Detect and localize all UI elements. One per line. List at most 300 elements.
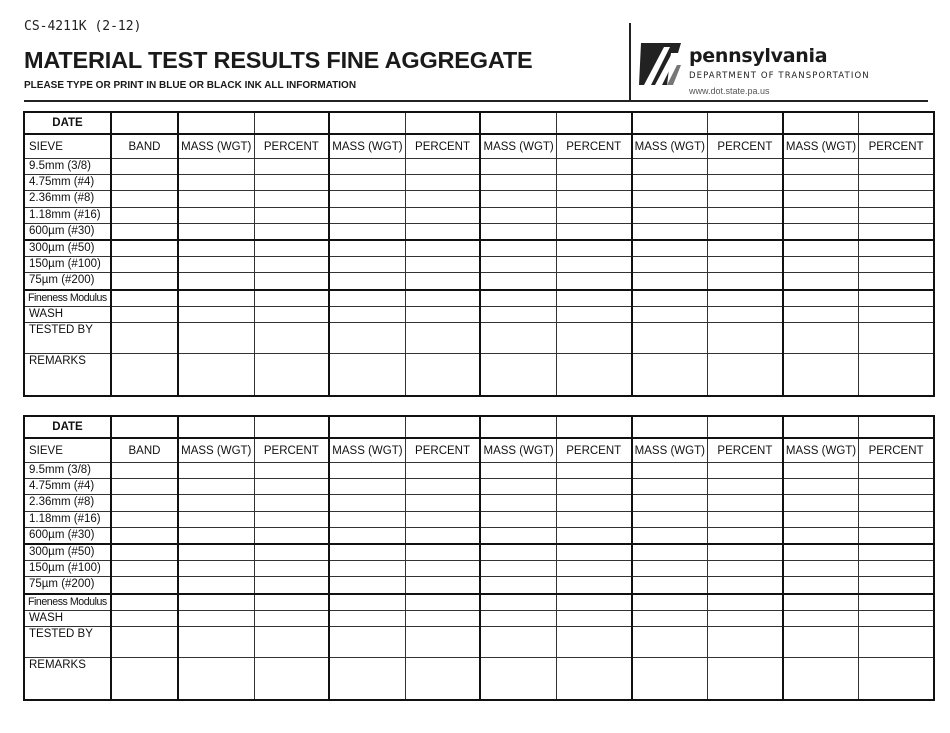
sieve-percent-cell[interactable] <box>405 257 480 273</box>
tested-by-mass-cell[interactable] <box>178 626 254 657</box>
sieve-mass-cell[interactable] <box>329 290 405 307</box>
sieve-percent-cell[interactable] <box>859 577 934 594</box>
sieve-percent-cell[interactable] <box>556 240 631 257</box>
remarks-percent-cell[interactable] <box>405 657 480 700</box>
date-mass-cell[interactable] <box>329 112 405 134</box>
sieve-mass-cell[interactable] <box>783 257 859 273</box>
date-band-cell[interactable] <box>111 416 178 438</box>
sieve-mass-cell[interactable] <box>632 527 708 544</box>
tested-by-percent-cell[interactable] <box>859 626 934 657</box>
sieve-mass-cell[interactable] <box>329 495 405 511</box>
sieve-mass-cell[interactable] <box>480 207 556 223</box>
remarks-mass-cell[interactable] <box>632 657 708 700</box>
tested-by-mass-cell[interactable] <box>783 626 859 657</box>
sieve-mass-cell[interactable] <box>783 306 859 322</box>
sieve-percent-cell[interactable] <box>708 544 783 561</box>
sieve-band-cell[interactable] <box>111 191 178 207</box>
sieve-percent-cell[interactable] <box>405 511 480 527</box>
mass-header: MASS (WGT) <box>632 438 708 463</box>
sieve-mass-cell[interactable] <box>178 257 254 273</box>
sieve-percent-cell[interactable] <box>708 257 783 273</box>
sieve-percent-cell[interactable] <box>405 495 480 511</box>
sieve-band-cell[interactable] <box>111 479 178 495</box>
date-mass-cell[interactable] <box>480 112 556 134</box>
sieve-band-cell[interactable] <box>111 495 178 511</box>
sieve-percent-cell[interactable] <box>556 257 631 273</box>
sieve-row <box>24 594 934 611</box>
sieve-mass-cell[interactable] <box>480 577 556 594</box>
sieve-band-cell[interactable] <box>111 463 178 479</box>
remarks-mass-cell[interactable] <box>178 657 254 700</box>
sieve-mass-cell[interactable] <box>178 594 254 611</box>
sieve-percent-cell[interactable] <box>556 290 631 307</box>
sieve-percent-cell[interactable] <box>405 479 480 495</box>
sieve-percent-cell[interactable] <box>859 594 934 611</box>
sieve-row <box>24 273 934 290</box>
sieve-percent-cell[interactable] <box>556 207 631 223</box>
sieve-percent-cell[interactable] <box>556 561 631 577</box>
sieve-mass-cell[interactable] <box>632 463 708 479</box>
sieve-percent-cell[interactable] <box>556 479 631 495</box>
sieve-percent-cell[interactable] <box>254 544 329 561</box>
remarks-row <box>24 353 934 396</box>
sieve-percent-cell[interactable] <box>859 273 934 290</box>
tested-by-band-cell[interactable] <box>111 322 178 353</box>
sieve-mass-cell[interactable] <box>329 223 405 240</box>
sieve-mass-cell[interactable] <box>178 207 254 223</box>
sieve-band-cell[interactable] <box>111 273 178 290</box>
sieve-mass-cell[interactable] <box>480 594 556 611</box>
sieve-mass-cell[interactable] <box>632 207 708 223</box>
sieve-mass-cell[interactable] <box>178 191 254 207</box>
sieve-percent-cell[interactable] <box>556 223 631 240</box>
sieve-mass-cell[interactable] <box>783 463 859 479</box>
sieve-mass-cell[interactable] <box>783 577 859 594</box>
sieve-mass-cell[interactable] <box>632 240 708 257</box>
tested-by-band-cell[interactable] <box>111 626 178 657</box>
sieve-percent-cell[interactable] <box>859 495 934 511</box>
sieve-mass-cell[interactable] <box>178 527 254 544</box>
sieve-percent-cell[interactable] <box>254 594 329 611</box>
sieve-percent-cell[interactable] <box>405 223 480 240</box>
sieve-percent-cell[interactable] <box>254 306 329 322</box>
sieve-mass-cell[interactable] <box>329 463 405 479</box>
sieve-percent-cell[interactable] <box>254 191 329 207</box>
sieve-mass-cell[interactable] <box>178 495 254 511</box>
date-mass-cell[interactable] <box>178 416 254 438</box>
sieve-percent-cell[interactable] <box>708 577 783 594</box>
sieve-percent-cell[interactable] <box>254 290 329 307</box>
sieve-mass-cell[interactable] <box>329 479 405 495</box>
sieve-mass-cell[interactable] <box>783 191 859 207</box>
sieve-percent-cell[interactable] <box>254 257 329 273</box>
percent-header: PERCENT <box>708 134 783 159</box>
sieve-percent-cell[interactable] <box>405 207 480 223</box>
remarks-mass-cell[interactable] <box>480 353 556 396</box>
sieve-percent-cell[interactable] <box>708 495 783 511</box>
sieve-percent-cell[interactable] <box>708 527 783 544</box>
sieve-percent-cell[interactable] <box>708 273 783 290</box>
sieve-mass-cell[interactable] <box>178 240 254 257</box>
sieve-mass-cell[interactable] <box>480 306 556 322</box>
sieve-mass-cell[interactable] <box>480 191 556 207</box>
sieve-percent-cell[interactable] <box>556 577 631 594</box>
sieve-band-cell[interactable] <box>111 594 178 611</box>
tested-by-mass-cell[interactable] <box>329 626 405 657</box>
remarks-mass-cell[interactable] <box>329 353 405 396</box>
sieve-percent-cell[interactable] <box>859 240 934 257</box>
sieve-mass-cell[interactable] <box>329 594 405 611</box>
tested-by-percent-cell[interactable] <box>859 322 934 353</box>
sieve-mass-cell[interactable] <box>632 175 708 191</box>
sieve-percent-cell[interactable] <box>556 273 631 290</box>
sieve-percent-cell[interactable] <box>859 463 934 479</box>
sieve-percent-cell[interactable] <box>405 544 480 561</box>
sieve-percent-cell[interactable] <box>405 290 480 307</box>
date-mass-cell[interactable] <box>632 416 708 438</box>
sieve-mass-cell[interactable] <box>783 290 859 307</box>
tested-by-mass-cell[interactable] <box>783 322 859 353</box>
sieve-mass-cell[interactable] <box>632 495 708 511</box>
sieve-percent-cell[interactable] <box>254 511 329 527</box>
sieve-mass-cell[interactable] <box>178 561 254 577</box>
sieve-mass-cell[interactable] <box>480 561 556 577</box>
sieve-percent-cell[interactable] <box>405 610 480 626</box>
sieve-percent-cell[interactable] <box>859 544 934 561</box>
sieve-percent-cell[interactable] <box>556 463 631 479</box>
date-mass-cell[interactable] <box>783 112 859 134</box>
sieve-mass-cell[interactable] <box>329 273 405 290</box>
sieve-mass-cell[interactable] <box>178 577 254 594</box>
sieve-mass-cell[interactable] <box>632 544 708 561</box>
remarks-percent-cell[interactable] <box>556 657 631 700</box>
sieve-row <box>24 207 934 223</box>
sieve-mass-cell[interactable] <box>632 479 708 495</box>
sieve-mass-cell[interactable] <box>329 191 405 207</box>
remarks-mass-cell[interactable] <box>783 657 859 700</box>
sieve-percent-cell[interactable] <box>405 240 480 257</box>
sieve-percent-cell[interactable] <box>708 240 783 257</box>
sieve-mass-cell[interactable] <box>480 159 556 175</box>
remarks-mass-cell[interactable] <box>329 657 405 700</box>
sieve-percent-cell[interactable] <box>708 610 783 626</box>
date-percent-cell[interactable] <box>708 416 783 438</box>
sieve-percent-cell[interactable] <box>859 159 934 175</box>
remarks-percent-cell[interactable] <box>254 353 329 396</box>
sieve-percent-cell[interactable] <box>708 463 783 479</box>
sieve-percent-cell[interactable] <box>708 479 783 495</box>
sieve-percent-cell[interactable] <box>556 544 631 561</box>
sieve-mass-cell[interactable] <box>632 290 708 307</box>
sieve-percent-cell[interactable] <box>405 175 480 191</box>
sieve-mass-cell[interactable] <box>632 273 708 290</box>
sieve-band-cell[interactable] <box>111 527 178 544</box>
website-url: www.dot.state.pa.us <box>689 86 770 96</box>
sieve-mass-cell[interactable] <box>783 207 859 223</box>
sieve-percent-cell[interactable] <box>708 594 783 611</box>
sieve-mass-cell[interactable] <box>329 527 405 544</box>
remarks-percent-cell[interactable] <box>254 657 329 700</box>
sieve-mass-cell[interactable] <box>632 257 708 273</box>
sieve-band-cell[interactable] <box>111 240 178 257</box>
sieve-band-cell[interactable] <box>111 175 178 191</box>
sieve-percent-cell[interactable] <box>254 223 329 240</box>
sieve-mass-cell[interactable] <box>329 257 405 273</box>
sieve-mass-cell[interactable] <box>329 544 405 561</box>
instructions: PLEASE TYPE OR PRINT IN BLUE OR BLACK INK ALL INFORMATION <box>24 80 357 91</box>
tested-by-percent-cell[interactable] <box>556 322 631 353</box>
sieve-percent-cell[interactable] <box>556 594 631 611</box>
sieve-percent-cell[interactable] <box>254 561 329 577</box>
sieve-percent-cell[interactable] <box>556 159 631 175</box>
sieve-percent-cell[interactable] <box>254 207 329 223</box>
sieve-percent-cell[interactable] <box>708 191 783 207</box>
sieve-band-cell[interactable] <box>111 223 178 240</box>
sieve-percent-cell[interactable] <box>405 594 480 611</box>
sieve-mass-cell[interactable] <box>178 159 254 175</box>
date-percent-cell[interactable] <box>859 416 934 438</box>
sieve-mass-cell[interactable] <box>178 463 254 479</box>
sieve-mass-cell[interactable] <box>329 240 405 257</box>
sieve-percent-cell[interactable] <box>859 175 934 191</box>
remarks-mass-cell[interactable] <box>480 657 556 700</box>
column-header-row <box>24 134 934 159</box>
sieve-percent-cell[interactable] <box>405 561 480 577</box>
sieve-mass-cell[interactable] <box>329 511 405 527</box>
sieve-mass-cell[interactable] <box>178 175 254 191</box>
sieve-percent-cell[interactable] <box>708 207 783 223</box>
sieve-percent-cell[interactable] <box>254 495 329 511</box>
tested-by-percent-cell[interactable] <box>405 322 480 353</box>
remarks-percent-cell[interactable] <box>556 353 631 396</box>
sieve-mass-cell[interactable] <box>783 159 859 175</box>
sieve-mass-cell[interactable] <box>632 561 708 577</box>
sieve-percent-cell[interactable] <box>708 290 783 307</box>
tested-by-mass-cell[interactable] <box>178 322 254 353</box>
sieve-mass-cell[interactable] <box>329 577 405 594</box>
sieve-percent-cell[interactable] <box>405 463 480 479</box>
sieve-mass-cell[interactable] <box>178 511 254 527</box>
remarks-mass-cell[interactable] <box>632 353 708 396</box>
sieve-percent-cell[interactable] <box>859 290 934 307</box>
sieve-percent-cell[interactable] <box>405 159 480 175</box>
sieve-mass-cell[interactable] <box>480 511 556 527</box>
sieve-band-cell[interactable] <box>111 290 178 307</box>
sieve-mass-cell[interactable] <box>329 175 405 191</box>
date-percent-cell[interactable] <box>254 112 329 134</box>
sieve-percent-cell[interactable] <box>708 561 783 577</box>
tested-by-mass-cell[interactable] <box>480 322 556 353</box>
sieve-mass-cell[interactable] <box>178 223 254 240</box>
tested-by-percent-cell[interactable] <box>254 322 329 353</box>
date-percent-cell[interactable] <box>556 112 631 134</box>
sieve-percent-cell[interactable] <box>405 577 480 594</box>
sieve-band-cell[interactable] <box>111 257 178 273</box>
sieve-band-cell[interactable] <box>111 577 178 594</box>
sieve-mass-cell[interactable] <box>783 273 859 290</box>
sieve-percent-cell[interactable] <box>405 273 480 290</box>
sieve-band-cell[interactable] <box>111 544 178 561</box>
remarks-percent-cell[interactable] <box>708 353 783 396</box>
date-mass-cell[interactable] <box>329 416 405 438</box>
date-percent-cell[interactable] <box>405 112 480 134</box>
remarks-mass-cell[interactable] <box>178 353 254 396</box>
sieve-mass-cell[interactable] <box>632 306 708 322</box>
sieve-percent-cell[interactable] <box>556 306 631 322</box>
tested-by-mass-cell[interactable] <box>329 322 405 353</box>
sieve-percent-cell[interactable] <box>708 223 783 240</box>
date-percent-cell[interactable] <box>405 416 480 438</box>
remarks-mass-cell[interactable] <box>783 353 859 396</box>
sieve-mass-cell[interactable] <box>783 561 859 577</box>
tested-by-percent-cell[interactable] <box>556 626 631 657</box>
sieve-percent-cell[interactable] <box>556 511 631 527</box>
sieve-mass-cell[interactable] <box>632 594 708 611</box>
sieve-percent-cell[interactable] <box>254 159 329 175</box>
sieve-mass-cell[interactable] <box>178 273 254 290</box>
sieve-mass-cell[interactable] <box>480 479 556 495</box>
sieve-mass-cell[interactable] <box>178 306 254 322</box>
sieve-percent-cell[interactable] <box>254 240 329 257</box>
sieve-mass-cell[interactable] <box>783 527 859 544</box>
date-band-cell[interactable] <box>111 112 178 134</box>
date-percent-cell[interactable] <box>859 112 934 134</box>
remarks-percent-cell[interactable] <box>859 657 934 700</box>
sieve-row-label: 4.75mm (#4) <box>24 175 111 191</box>
sieve-band-cell[interactable] <box>111 610 178 626</box>
sieve-percent-cell[interactable] <box>254 577 329 594</box>
tested-by-mass-cell[interactable] <box>632 626 708 657</box>
sieve-mass-cell[interactable] <box>632 159 708 175</box>
date-percent-cell[interactable] <box>254 416 329 438</box>
sieve-percent-cell[interactable] <box>556 527 631 544</box>
sieve-percent-cell[interactable] <box>859 527 934 544</box>
sieve-mass-cell[interactable] <box>480 495 556 511</box>
remarks-band-cell[interactable] <box>111 657 178 700</box>
date-mass-cell[interactable] <box>783 416 859 438</box>
sieve-percent-cell[interactable] <box>254 463 329 479</box>
sieve-percent-cell[interactable] <box>859 223 934 240</box>
tested-by-mass-cell[interactable] <box>632 322 708 353</box>
sieve-mass-cell[interactable] <box>329 561 405 577</box>
sieve-band-cell[interactable] <box>111 306 178 322</box>
sieve-mass-cell[interactable] <box>783 594 859 611</box>
sieve-mass-cell[interactable] <box>480 223 556 240</box>
sieve-band-cell[interactable] <box>111 561 178 577</box>
sieve-percent-cell[interactable] <box>254 273 329 290</box>
sieve-mass-cell[interactable] <box>783 511 859 527</box>
sieve-mass-cell[interactable] <box>783 223 859 240</box>
sieve-mass-cell[interactable] <box>178 610 254 626</box>
sieve-mass-cell[interactable] <box>480 175 556 191</box>
sieve-mass-cell[interactable] <box>783 495 859 511</box>
tested-by-mass-cell[interactable] <box>480 626 556 657</box>
sieve-percent-cell[interactable] <box>254 479 329 495</box>
tested-by-percent-cell[interactable] <box>405 626 480 657</box>
sieve-percent-cell[interactable] <box>405 527 480 544</box>
sieve-row-label: 1.18mm (#16) <box>24 511 111 527</box>
sieve-percent-cell[interactable] <box>556 495 631 511</box>
sieve-mass-cell[interactable] <box>632 223 708 240</box>
sieve-mass-cell[interactable] <box>178 290 254 307</box>
sieve-mass-cell[interactable] <box>783 610 859 626</box>
sieve-mass-cell[interactable] <box>783 479 859 495</box>
sieve-mass-cell[interactable] <box>329 610 405 626</box>
sieve-percent-cell[interactable] <box>556 610 631 626</box>
sieve-percent-cell[interactable] <box>859 610 934 626</box>
sieve-percent-cell[interactable] <box>859 257 934 273</box>
tested-by-percent-cell[interactable] <box>254 626 329 657</box>
remarks-percent-cell[interactable] <box>405 353 480 396</box>
sieve-mass-cell[interactable] <box>783 544 859 561</box>
date-mass-cell[interactable] <box>632 112 708 134</box>
sieve-percent-cell[interactable] <box>254 175 329 191</box>
sieve-mass-cell[interactable] <box>632 610 708 626</box>
sieve-band-cell[interactable] <box>111 511 178 527</box>
sieve-percent-cell[interactable] <box>405 191 480 207</box>
sieve-row <box>24 223 934 240</box>
sieve-percent-cell[interactable] <box>859 306 934 322</box>
sieve-row <box>24 290 934 307</box>
sieve-mass-cell[interactable] <box>178 479 254 495</box>
sieve-percent-cell[interactable] <box>859 511 934 527</box>
sieve-percent-cell[interactable] <box>708 511 783 527</box>
sieve-mass-cell[interactable] <box>632 191 708 207</box>
sieve-percent-cell[interactable] <box>708 159 783 175</box>
sieve-percent-cell[interactable] <box>556 175 631 191</box>
sieve-row-label: 2.36mm (#8) <box>24 495 111 511</box>
remarks-percent-cell[interactable] <box>708 657 783 700</box>
sieve-percent-cell[interactable] <box>708 175 783 191</box>
sieve-mass-cell[interactable] <box>480 257 556 273</box>
sieve-mass-cell[interactable] <box>480 544 556 561</box>
tested-by-percent-cell[interactable] <box>708 626 783 657</box>
sieve-percent-cell[interactable] <box>708 306 783 322</box>
remarks-band-cell[interactable] <box>111 353 178 396</box>
sieve-percent-cell[interactable] <box>859 479 934 495</box>
sieve-mass-cell[interactable] <box>632 577 708 594</box>
tested-by-percent-cell[interactable] <box>708 322 783 353</box>
sieve-mass-cell[interactable] <box>480 290 556 307</box>
sieve-mass-cell[interactable] <box>178 544 254 561</box>
sieve-mass-cell[interactable] <box>783 175 859 191</box>
date-percent-cell[interactable] <box>708 112 783 134</box>
remarks-percent-cell[interactable] <box>859 353 934 396</box>
sieve-percent-cell[interactable] <box>254 527 329 544</box>
sieve-percent-cell[interactable] <box>859 207 934 223</box>
date-mass-cell[interactable] <box>178 112 254 134</box>
date-mass-cell[interactable] <box>480 416 556 438</box>
sieve-band-cell[interactable] <box>111 207 178 223</box>
sieve-mass-cell[interactable] <box>329 207 405 223</box>
sieve-mass-cell[interactable] <box>480 610 556 626</box>
sieve-mass-cell[interactable] <box>329 306 405 322</box>
sieve-percent-cell[interactable] <box>556 191 631 207</box>
sieve-mass-cell[interactable] <box>783 240 859 257</box>
sieve-mass-cell[interactable] <box>329 159 405 175</box>
sieve-mass-cell[interactable] <box>632 511 708 527</box>
sieve-percent-cell[interactable] <box>859 561 934 577</box>
sieve-mass-cell[interactable] <box>480 463 556 479</box>
sieve-band-cell[interactable] <box>111 159 178 175</box>
sieve-mass-cell[interactable] <box>480 527 556 544</box>
sieve-percent-cell[interactable] <box>859 191 934 207</box>
sieve-percent-cell[interactable] <box>405 306 480 322</box>
sieve-percent-cell[interactable] <box>254 610 329 626</box>
sieve-mass-cell[interactable] <box>480 240 556 257</box>
date-percent-cell[interactable] <box>556 416 631 438</box>
sieve-mass-cell[interactable] <box>480 273 556 290</box>
